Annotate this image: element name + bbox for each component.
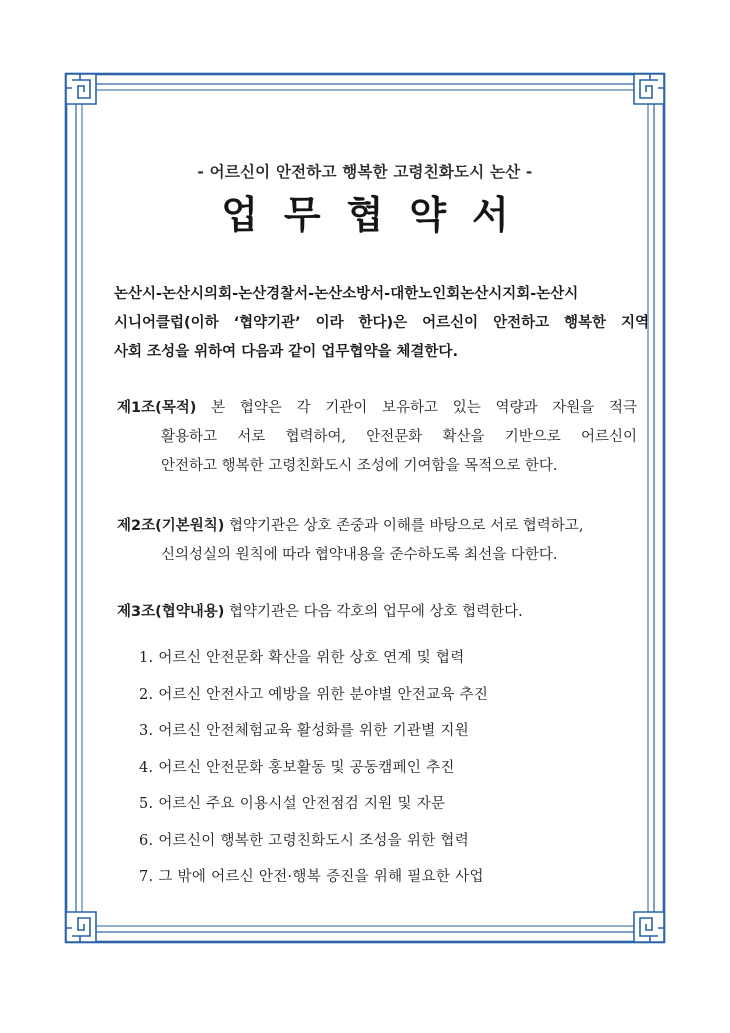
article-2 (117, 512, 637, 570)
list-item: 5. 어르신 주요 이용시설 안전점검 지원 및 자문 (139, 796, 446, 812)
article-text: 협약기관은 상호 존중과 이해를 바탕으로 서로 협력하고, (229, 518, 584, 534)
intro-line: 사회 조성을 위하여 다음과 같이 업무협약을 체결한다. (114, 344, 458, 360)
article-heading: 제2조(기본원칙) (117, 518, 225, 534)
cooperation-items-list (139, 640, 488, 896)
list-item: 2. 어르신 안전사고 예방을 위한 분야별 안전교육 추진 (139, 686, 489, 703)
article-line: 안전하고 행복한 고령친화도시 조성에 기여함을 목적으로 한다. (161, 458, 558, 474)
article-line (117, 512, 637, 541)
intro-line: 논산시-논산시의회-논산경찰서-논산소방서-대한노인회논산시지회-논산시 (114, 286, 579, 302)
article-1 (117, 394, 637, 481)
article-line (117, 394, 637, 423)
list-item: 3. 어르신 안전체험교육 활성화를 위한 기관별 지원 (139, 723, 470, 739)
intro-line: 시니어클럽(이하 ‘협약기관’ 이라 한다)은 어르신이 안전하고 행복한 지역 (114, 315, 649, 331)
list-item: 4. 어르신 안전문화 홍보활동 및 공동캠페인 추진 (139, 759, 455, 776)
article-line (117, 598, 637, 627)
article-heading: 제3조(협약내용) (117, 604, 225, 620)
article-line: 신의성실의 원칙에 따라 협약내용을 준수하도록 최선을 다한다. (161, 547, 558, 563)
document-title: 업무협약서 (221, 193, 535, 237)
list-item: 7. 그 밖에 어르신 안전·행복 증진을 위해 필요한 사업 (139, 869, 484, 885)
article-text: 본 협약은 각 기관이 보유하고 있는 역량과 자원을 적극 (211, 400, 637, 416)
document-subtitle: - 어르신이 안전하고 행복한 고령친화도시 논산 - (197, 163, 533, 181)
article-3 (117, 598, 637, 627)
article-line: 활용하고 서로 협력하여, 안전문화 확산을 기반으로 어르신이 (161, 429, 637, 445)
list-item: 6. 어르신이 행복한 고령친화도시 조성을 위한 협력 (139, 832, 470, 849)
article-text: 협약기관은 다음 각호의 업무에 상호 협력한다. (229, 604, 523, 620)
list-item: 1. 어르신 안전문화 확산을 위한 상호 연계 및 협력 (139, 650, 465, 666)
intro-paragraph (114, 280, 649, 367)
article-heading: 제1조(목적) (117, 400, 197, 416)
